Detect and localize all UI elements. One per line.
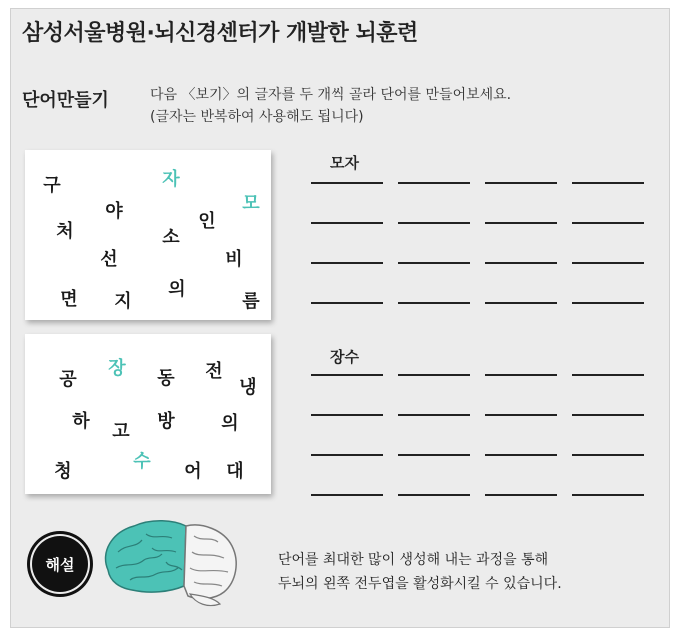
answer-blank[interactable] [485,414,557,416]
syllable: 청 [54,461,72,482]
explanation-badge: 해설 [32,536,88,592]
syllable-highlight: 자 [162,169,180,190]
answer-blank[interactable] [398,454,470,456]
answer-blank[interactable] [572,262,644,264]
syllable: 면 [60,289,78,310]
syllable: 의 [221,413,239,434]
syllable: 전 [205,361,223,382]
answer-blank[interactable] [398,414,470,416]
answer-blank[interactable] [485,302,557,304]
answer-blank[interactable] [572,374,644,376]
answer-blank[interactable] [311,182,383,184]
answer-blank[interactable] [572,222,644,224]
answer-blank[interactable] [311,262,383,264]
syllable: 공 [59,369,77,390]
syllable-highlight: 모 [242,193,260,214]
answer-blank[interactable] [485,262,557,264]
answer-blank[interactable] [398,262,470,264]
answer-blank[interactable] [572,182,644,184]
answer-blank[interactable] [398,302,470,304]
instruction-line-2: (글자는 반복하여 사용해도 됩니다) [150,109,364,125]
syllable-highlight: 장 [108,358,126,379]
instruction-line-1: 다음 〈보기〉의 글자를 두 개씩 골라 단어를 만들어보세요. [150,87,512,103]
syllable-highlight: 수 [133,451,151,472]
answer-blank[interactable] [398,222,470,224]
answer-blank[interactable] [572,302,644,304]
answer-blank[interactable] [485,374,557,376]
answer-blank[interactable] [485,494,557,496]
explanation-text [278,548,562,596]
answer-blank[interactable] [485,454,557,456]
syllable: 방 [157,411,175,432]
syllable: 동 [157,368,175,389]
answer-blank[interactable] [572,414,644,416]
answer-blank[interactable] [311,454,383,456]
answer-blank[interactable] [572,494,644,496]
syllable: 름 [242,291,260,312]
explanation-line-1: 단어를 최대한 많이 생성해 내는 과정을 통해 [278,552,549,568]
syllable: 고 [112,421,130,442]
syllable: 어 [184,461,202,482]
explanation-line-2: 두뇌의 왼쪽 전두엽을 활성화시킬 수 있습니다. [278,576,562,592]
syllable: 지 [114,291,132,312]
syllable: 냉 [239,377,257,398]
syllable-box-2 [25,334,271,494]
example-word-1: 모자 [330,154,359,172]
instruction-text [150,84,511,128]
answer-blank[interactable] [398,494,470,496]
answer-blank[interactable] [398,182,470,184]
syllable: 선 [100,249,118,270]
answer-blank[interactable] [485,222,557,224]
page-title: 삼성서울병원·뇌신경센터가 개발한 뇌훈련 [22,21,418,46]
brain-icon [86,512,246,612]
syllable: 의 [168,279,186,300]
syllable-box-1 [25,150,271,320]
syllable: 대 [226,461,244,482]
syllable: 구 [43,175,61,196]
syllable: 야 [105,201,123,222]
syllable: 비 [225,249,243,270]
example-word-2: 장수 [330,348,359,366]
answer-blank[interactable] [311,374,383,376]
answer-blank[interactable] [311,222,383,224]
syllable: 하 [72,411,90,432]
answer-blank[interactable] [311,414,383,416]
syllable: 인 [198,211,216,232]
answer-blank[interactable] [311,494,383,496]
answer-blank[interactable] [485,182,557,184]
answer-blank[interactable] [311,302,383,304]
syllable: 소 [162,227,180,248]
section-label: 단어만들기 [22,90,109,111]
syllable: 처 [56,221,74,242]
answer-blank[interactable] [572,454,644,456]
answer-blank[interactable] [398,374,470,376]
